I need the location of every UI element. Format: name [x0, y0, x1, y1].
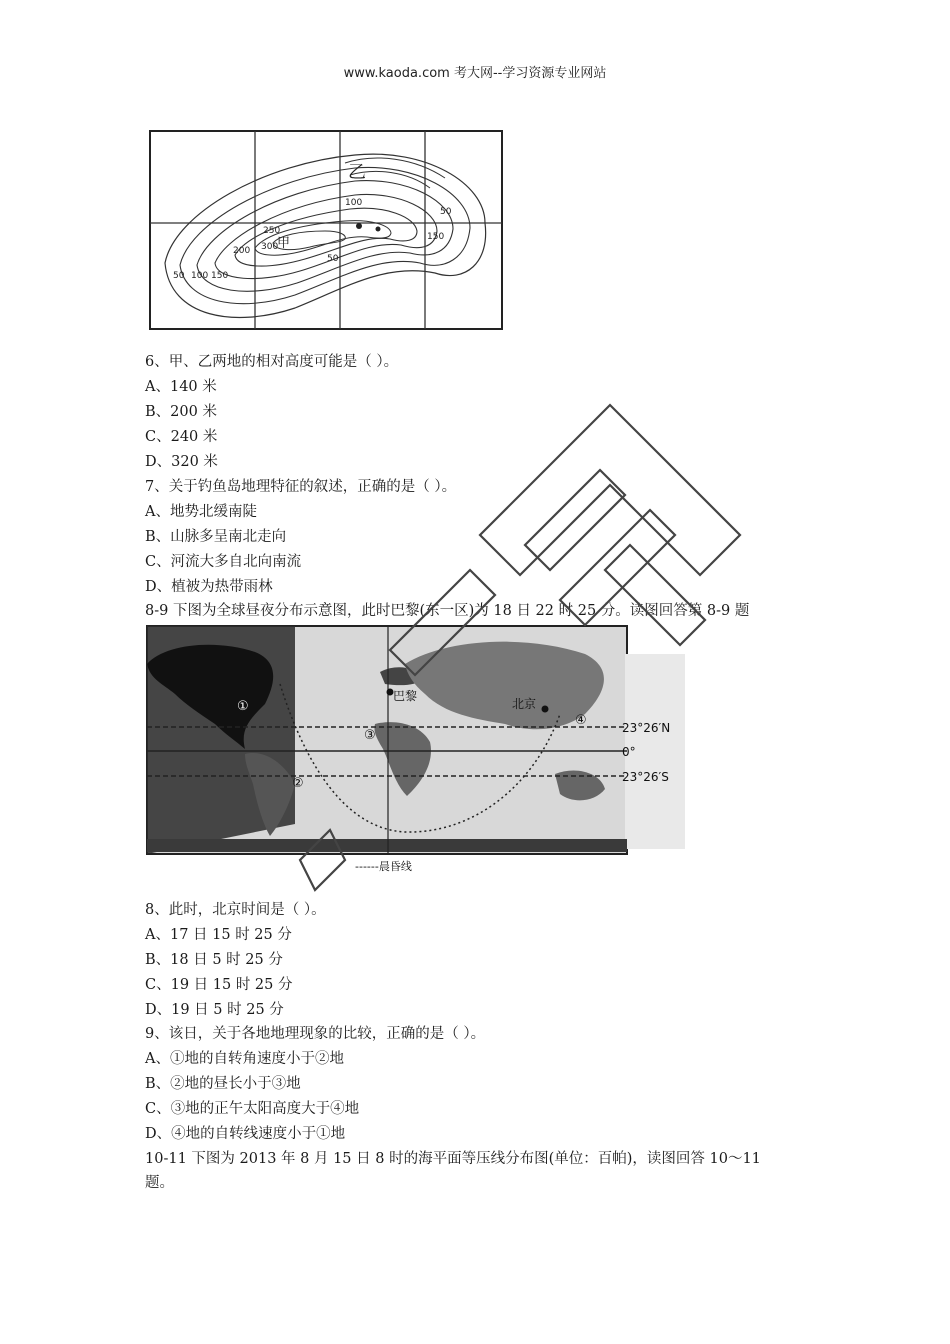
page-header: www.kaoda.com 考大网--学习资源专业网站: [343, 66, 607, 81]
point-2: ②: [292, 776, 304, 791]
q6-question: 6、甲、乙两地的相对高度可能是（ ）。: [145, 354, 399, 370]
contour-label: 300: [261, 242, 279, 252]
contour-label: 50: [173, 271, 185, 281]
q6-option-a: A、140 米: [145, 379, 217, 395]
contour-label: 250: [263, 226, 281, 236]
q6-option-c: C、240 米: [145, 429, 218, 445]
q7-option-d: D、植被为热带雨林: [145, 579, 273, 595]
point-3: ③: [364, 728, 376, 743]
q9-option-a: A、①地的自转角速度小于②地: [145, 1051, 344, 1067]
contour-label: 150: [427, 232, 445, 242]
lat-label-tropic-south: 23°26′S: [622, 770, 669, 784]
q1011-intro-line2: 题。: [145, 1175, 174, 1191]
contour-label: 50: [440, 207, 452, 217]
q9-option-c: C、③地的正午太阳高度大于④地: [145, 1101, 360, 1117]
q9-option-b: B、②地的昼长小于③地: [145, 1076, 301, 1092]
label-yi: 乙: [348, 162, 366, 183]
q7-option-a: A、地势北缓南陡: [145, 504, 257, 520]
contour-label: 50: [327, 254, 339, 264]
q1011-intro-line1: 10-11 下图为 2013 年 8 月 15 日 8 时的海平面等压线分布图(单位：百帕)，读图回答 10～11: [145, 1151, 761, 1167]
q9-option-d: D、④地的自转线速度小于①地: [145, 1126, 346, 1142]
lat-label-tropic-north: 23°26′N: [622, 721, 671, 735]
city-paris-label: 巴黎: [393, 689, 418, 703]
q8-option-a: A、17 日 15 时 25 分: [145, 927, 292, 943]
q8-option-b: B、18 日 5 时 25 分: [145, 952, 283, 968]
q89-intro: 8-9 下图为全球昼夜分布示意图，此时巴黎(东一区)为 18 日 22 时 25 分。读图回答第 8-9 题: [145, 603, 750, 619]
contour-label: 100: [345, 198, 363, 208]
legend-terminator: ------晨昏线: [355, 860, 412, 873]
q6-option-d: D、320 米: [145, 454, 218, 470]
q6-option-b: B、200 米: [145, 404, 217, 420]
contour-label: 150: [211, 271, 229, 281]
q8-option-c: C、19 日 15 时 25 分: [145, 977, 293, 993]
q8-option-d: D、19 日 5 时 25 分: [145, 1002, 284, 1018]
city-beijing-label: 北京: [512, 697, 537, 711]
point-4: ④: [575, 713, 587, 728]
q7-option-b: B、山脉多呈南北走向: [145, 529, 287, 545]
contour-map: [145, 123, 530, 333]
q8-question: 8、此时，北京时间是（ ）。: [145, 902, 326, 918]
label-jia: 甲: [277, 236, 291, 251]
lat-label-equator: 0°: [622, 745, 636, 759]
q7-question: 7、关于钓鱼岛地理特征的叙述，正确的是（ ）。: [145, 479, 457, 495]
contour-label: 100: [191, 271, 209, 281]
world-daynight-map: [145, 624, 690, 876]
contour-label: 200: [233, 246, 251, 256]
point-1: ①: [237, 699, 249, 714]
q9-question: 9、该日，关于各地地理现象的比较，正确的是（ ）。: [145, 1026, 486, 1042]
q7-option-c: C、河流大多自北向南流: [145, 554, 302, 570]
